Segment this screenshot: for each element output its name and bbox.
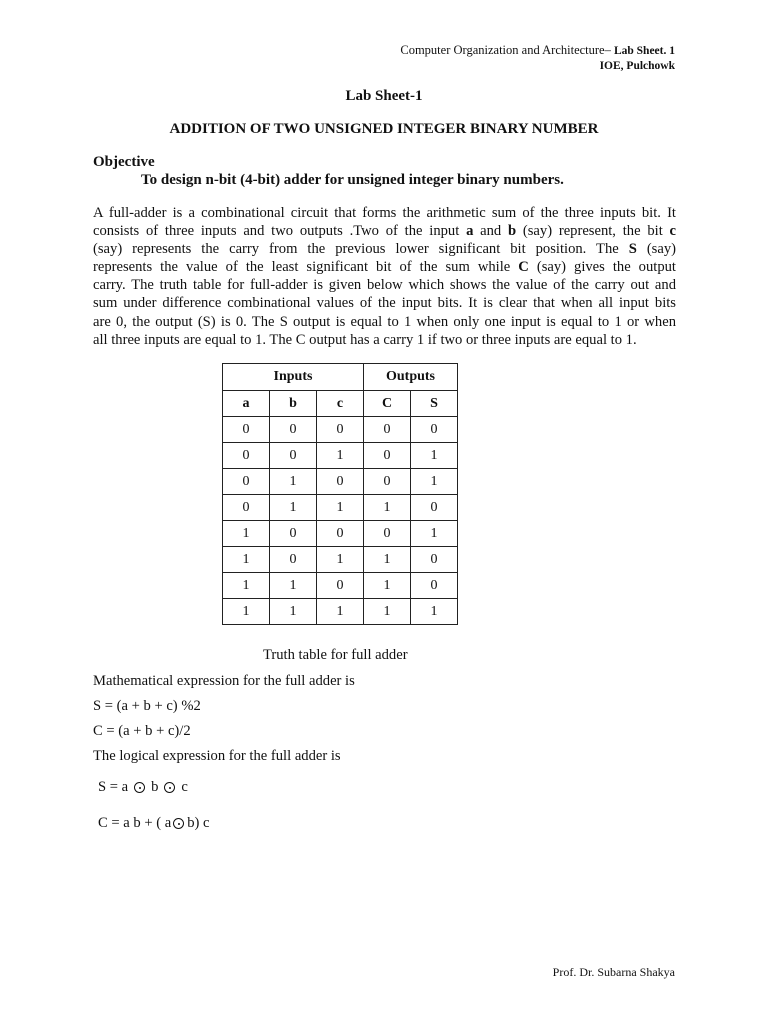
table-cell: 0 bbox=[223, 443, 270, 469]
paragraph-line: sum under difference combinational values of the input bits. It is clear that when all input bits bbox=[93, 295, 676, 312]
text-run-bold: C bbox=[518, 259, 529, 276]
table-row bbox=[223, 417, 458, 443]
table-cell: 1 bbox=[317, 495, 364, 521]
math-intro: Mathematical expression for the full adder is bbox=[93, 673, 355, 689]
text-run: and bbox=[473, 223, 508, 240]
table-cell: 0 bbox=[411, 573, 458, 599]
table-row bbox=[223, 469, 458, 495]
table-row bbox=[223, 443, 458, 469]
expr-term: b) c bbox=[187, 815, 210, 831]
table-cell: 1 bbox=[270, 599, 317, 625]
table-cell: 1 bbox=[364, 547, 411, 573]
table-cell: 0 bbox=[411, 417, 458, 443]
table-cell: 1 bbox=[364, 495, 411, 521]
header-institution: IOE, Pulchowk bbox=[599, 60, 675, 72]
expr-term: b bbox=[151, 779, 159, 795]
text-run: (say) represents the carry from the previous lower significant bit position. The bbox=[93, 241, 629, 258]
text-run-bold: c bbox=[669, 223, 677, 240]
table-row bbox=[223, 573, 458, 599]
expr-term: c bbox=[181, 779, 188, 795]
table-row bbox=[223, 599, 458, 625]
xnor-operator-icon bbox=[164, 782, 175, 793]
text-run-bold: a bbox=[466, 223, 474, 240]
table-cell: 0 bbox=[317, 573, 364, 599]
table-cell: 1 bbox=[317, 443, 364, 469]
paragraph-line bbox=[93, 222, 676, 240]
table-cell: 0 bbox=[223, 495, 270, 521]
table-cell: 1 bbox=[223, 521, 270, 547]
paragraph-line: all three inputs are equal to 1. The C output has a carry 1 if two or three inputs are equal to 1. bbox=[93, 331, 637, 348]
expr-term: S = a bbox=[98, 779, 129, 795]
table-cell: 1 bbox=[270, 573, 317, 599]
logic-intro: The logical expression for the full adder is bbox=[93, 748, 341, 764]
table-cell: 0 bbox=[270, 443, 317, 469]
page-title: Lab Sheet-1 bbox=[345, 88, 423, 104]
paragraph-line bbox=[93, 258, 676, 276]
table-cell: 1 bbox=[223, 547, 270, 573]
table-cell: 0 bbox=[270, 547, 317, 573]
table-caption: Truth table for full adder bbox=[263, 647, 408, 663]
table-cell: 0 bbox=[317, 521, 364, 547]
text-run: represents the value of the least significant bit of the sum while bbox=[93, 259, 519, 276]
intro-paragraph bbox=[93, 204, 676, 349]
table-cell: 0 bbox=[270, 521, 317, 547]
table-cell: 1 bbox=[223, 599, 270, 625]
table-cell: 1 bbox=[411, 521, 458, 547]
xnor-operator-icon bbox=[134, 782, 145, 793]
carry-logic-expression bbox=[98, 815, 210, 832]
header-course bbox=[400, 43, 675, 58]
text-run: (say) bbox=[636, 241, 676, 258]
objective-heading: Objective bbox=[93, 154, 155, 170]
table-column-header: b bbox=[270, 391, 317, 417]
table-column-header: a bbox=[223, 391, 270, 417]
text-run: (say) represent, the bit bbox=[516, 223, 670, 240]
text-run: (say) gives the output bbox=[528, 259, 676, 276]
table-cell: 1 bbox=[411, 599, 458, 625]
table-cell: 1 bbox=[223, 573, 270, 599]
expr-term: C = a b + ( a bbox=[98, 815, 172, 831]
table-cell: 1 bbox=[270, 469, 317, 495]
table-cell: 1 bbox=[317, 547, 364, 573]
paragraph-line: carry. The truth table for full-adder is given below which shows the value of the carry out and bbox=[93, 277, 676, 294]
table-cell: 0 bbox=[411, 547, 458, 573]
truth-table bbox=[222, 363, 458, 625]
table-cell: 0 bbox=[411, 495, 458, 521]
table-cell: 0 bbox=[364, 417, 411, 443]
sum-logic-expression bbox=[98, 779, 188, 796]
table-group-outputs: Outputs bbox=[364, 364, 458, 391]
table-cell: 1 bbox=[411, 469, 458, 495]
table-cell: 0 bbox=[364, 443, 411, 469]
header-course-name: Computer Organization and Architecture– bbox=[400, 43, 611, 57]
text-run: consists of three inputs and two outputs .Two of the input bbox=[93, 223, 467, 240]
table-row bbox=[223, 547, 458, 573]
header-sheet: Lab Sheet. 1 bbox=[613, 45, 675, 57]
objective-text: To design n-bit (4-bit) adder for unsigned integer binary numbers. bbox=[141, 172, 564, 188]
table-column-header: C bbox=[364, 391, 411, 417]
table-row bbox=[223, 495, 458, 521]
page-subtitle: ADDITION OF TWO UNSIGNED INTEGER BINARY NUMBER bbox=[169, 121, 599, 137]
table-cell: 1 bbox=[411, 443, 458, 469]
table-cell: 0 bbox=[317, 469, 364, 495]
table-cell: 0 bbox=[364, 521, 411, 547]
paragraph-line: A full-adder is a combinational circuit that forms the arithmetic sum of the three inputs bit. It bbox=[93, 205, 676, 221]
table-cell: 1 bbox=[364, 599, 411, 625]
footer-author: Prof. Dr. Subarna Shakya bbox=[552, 965, 675, 979]
text-run-bold: S bbox=[628, 241, 637, 258]
xnor-operator-icon bbox=[173, 818, 184, 829]
table-cell: 0 bbox=[223, 469, 270, 495]
table-cell: 1 bbox=[364, 573, 411, 599]
paragraph-line bbox=[93, 240, 676, 258]
table-cell: 0 bbox=[270, 417, 317, 443]
table-cell: 0 bbox=[223, 417, 270, 443]
text-run-bold: b bbox=[507, 223, 517, 240]
table-cell: 0 bbox=[317, 417, 364, 443]
sum-math-expression: S = (a + b + c) %2 bbox=[93, 698, 201, 714]
carry-math-expression: C = (a + b + c)/2 bbox=[93, 723, 191, 739]
table-cell: 0 bbox=[364, 469, 411, 495]
table-group-inputs: Inputs bbox=[223, 364, 364, 391]
table-cell: 1 bbox=[317, 599, 364, 625]
table-row bbox=[223, 521, 458, 547]
table-column-header: c bbox=[317, 391, 364, 417]
table-column-header: S bbox=[411, 391, 458, 417]
paragraph-line: are 0, the output (S) is 0. The S output is equal to 1 when only one input is equal to 1 or when bbox=[93, 313, 676, 330]
table-cell: 1 bbox=[270, 495, 317, 521]
